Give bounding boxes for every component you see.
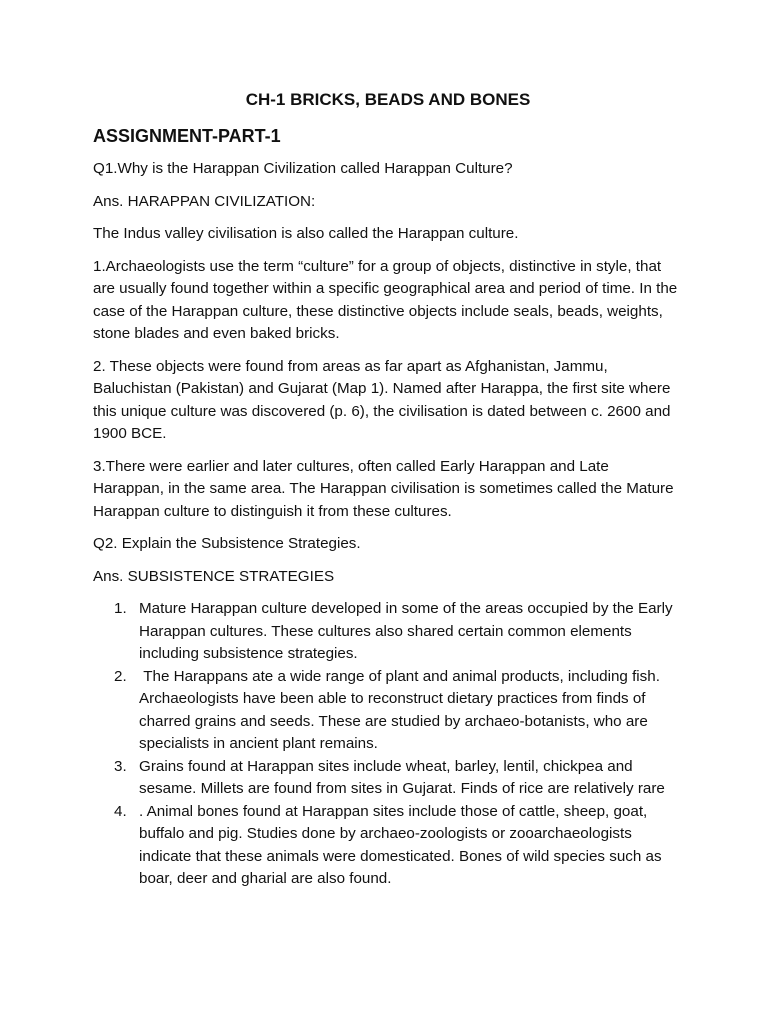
- list-item-number: 3.: [114, 757, 127, 775]
- question-2: Q2. Explain the Subsistence Strategies.: [93, 535, 361, 552]
- list-item-number: 1.: [114, 600, 127, 617]
- answer-1-point-2: 2. These objects were found from areas as far apart as Afghanistan, Jammu, Baluchistan (Pakistan) and Gujarat (Map 1). Named after Harappa, the first site where this unique culture was discovered (p. 6), the civilisation is dated between c. 2600 and 1900 BCE.: [93, 357, 671, 442]
- list-item: [93, 801, 683, 891]
- subsistence-list: [93, 598, 683, 891]
- list-item-text: . Animal bones found at Harappan sites include those of cattle, sheep, goat, buffalo and pig. Studies done by archaeo-zoologists or zooarchaeologists indicate that these animals were domesticated. Bones of wild species such as boar, deer and gharial are also found.: [139, 802, 662, 887]
- chapter-title: CH-1 BRICKS, BEADS AND BONES: [245, 90, 531, 109]
- list-item-text: Mature Harappan culture developed in some of the areas occupied by the Early Harappan cultures. These cultures also shared certain common elements including subsistence strategies.: [139, 600, 673, 662]
- assignment-heading: ASSIGNMENT-PART-1: [93, 126, 281, 146]
- list-item-number: 2.: [114, 667, 127, 685]
- list-item: [93, 666, 683, 756]
- list-item: [93, 598, 683, 666]
- answer-1-heading: Ans. HARAPPAN CIVILIZATION:: [93, 192, 316, 210]
- document-page: [93, 88, 683, 891]
- answer-1-point-1: 1.Archaeologists use the term “culture” for a group of objects, distinctive in style, that are usually found together within a specific geographical area and period of time. In the case of the Harappan culture, these distinctive objects include seals, beads, weights, stone blades and even baked bricks.: [93, 257, 678, 342]
- list-item: [93, 756, 683, 801]
- list-item-text: Grains found at Harappan sites include wheat, barley, lentil, chickpea and sesame. Millets are found from sites in Gujarat. Finds of rice are relatively rare: [139, 757, 665, 797]
- answer-1-intro: The Indus valley civilisation is also called the Harappan culture.: [93, 225, 519, 242]
- answer-2-heading: Ans. SUBSISTENCE STRATEGIES: [93, 567, 335, 585]
- list-item-text: The Harappans ate a wide range of plant and animal products, including fish. Archaeologists have been able to reconstruct dietary practices from finds of charred grains and seeds. These are studied by archaeo-botanists, who are specialists in ancient plant remains.: [139, 667, 664, 752]
- answer-1-point-3: 3.There were earlier and later cultures, often called Early Harappan and Late Harappan, in the same area. The Harappan civilisation is sometimes called the Mature Harappan culture to distinguish it from these cultures.: [93, 457, 674, 520]
- list-item-number: 4.: [114, 802, 127, 820]
- question-1: Q1.Why is the Harappan Civilization called Harappan Culture?: [93, 160, 513, 177]
